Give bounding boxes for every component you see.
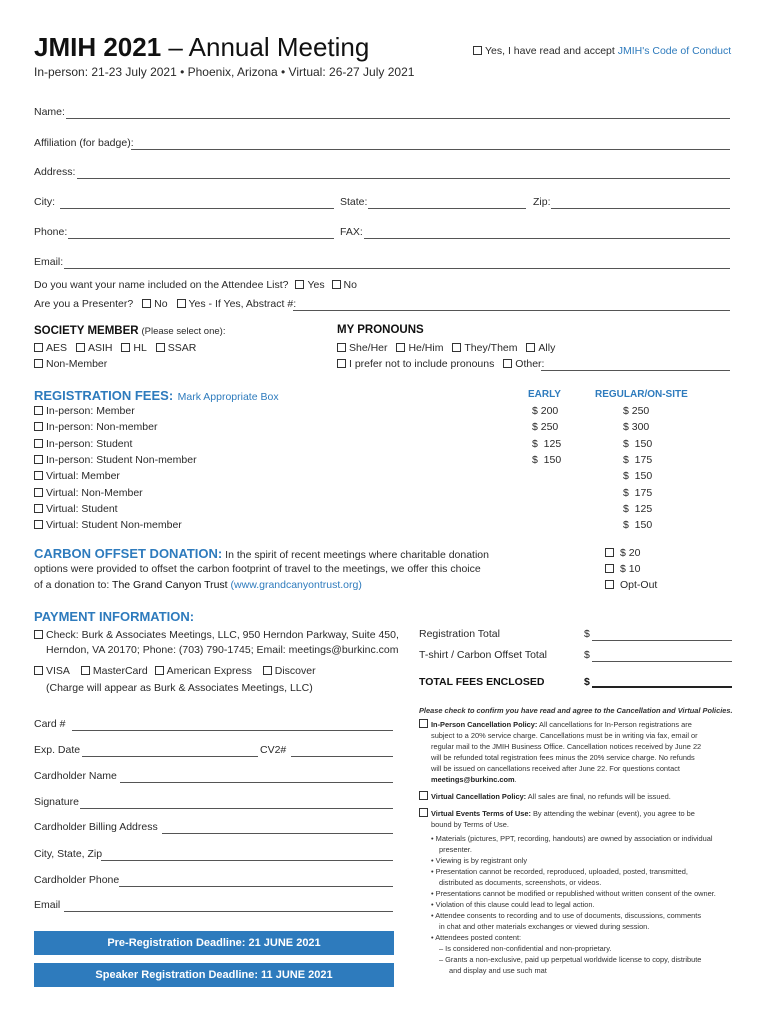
- registration-regular-price: $ 150: [623, 470, 653, 482]
- fax-label: FAX:: [340, 226, 363, 238]
- pronoun-option-label: He/Him: [408, 342, 444, 354]
- card-type-label: VISA: [46, 665, 70, 677]
- terms-bullet-list: • Materials (pictures, PPT, recording, handouts) are owned by association or individual presenter. • Viewing is by registrant only • Presentation cannot be recorded, reproduced, uploaded, posted, transmitted, distributed as documents, screenshots, or videos. • Presentations cannot be modified or republished without written consent of the owner. • Violation of this clause could lead to legal action. • Attendee consents to recording and to use of documents, discussions, comments in chat and other materials exchanges or viewed during session. • Attendees posted content: – Is considered non-confidential and non-proprietary. – Grants a non-exclusive, paid up perpetual worldwide license to copy, distribute and display and use such mat: [419, 833, 739, 976]
- carbon-option-label: $ 10: [620, 563, 641, 575]
- carbon-20-checkbox[interactable]: [605, 548, 614, 557]
- terms-bullet: Viewing is by registrant only: [435, 856, 528, 865]
- signature-label: Signature: [34, 796, 79, 808]
- inperson-policy-line: regular mail to the JMIH Business Office. Cancellation notices received by June 22: [431, 742, 702, 751]
- address-label: Address:: [34, 166, 76, 178]
- registration-early-price: $ 250: [532, 421, 559, 433]
- registration-row: [34, 421, 157, 433]
- society-nonmember-label: Non-Member: [46, 358, 108, 370]
- exp-date-field[interactable]: [82, 756, 258, 757]
- cardholder-name-field[interactable]: [120, 782, 393, 783]
- state-field[interactable]: [368, 208, 526, 209]
- virtual-policy-title: Virtual Cancellation Policy:: [431, 792, 527, 801]
- col-early-header: EARLY: [528, 389, 561, 400]
- registration-regular-price: $ 150: [623, 519, 653, 531]
- society-aes-checkbox[interactable]: [34, 343, 43, 352]
- pronoun-option-label: She/Her: [349, 342, 388, 354]
- registration-row-checkbox[interactable]: [34, 520, 43, 529]
- society-hl-checkbox[interactable]: [121, 343, 130, 352]
- registration-regular-price: $ 250: [623, 405, 650, 417]
- card-number-label: Card #: [34, 718, 66, 730]
- cardholder-name-label: Cardholder Name: [34, 770, 117, 782]
- name-label: Name:: [34, 106, 65, 118]
- name-field[interactable]: [66, 118, 730, 119]
- phone-label: Phone:: [34, 226, 68, 238]
- registration-row: [34, 470, 120, 482]
- registration-regular-price: $ 175: [623, 487, 653, 499]
- fees-enclosed-dollar: $: [584, 676, 590, 688]
- terms-bullet: Presentations cannot be modified or republished without written consent of the owner.: [435, 889, 716, 898]
- cv2-field[interactable]: [291, 756, 393, 757]
- cardholder-phone-field[interactable]: [119, 886, 393, 887]
- registration-row-label: Virtual: Member: [46, 470, 120, 482]
- pronoun-other-checkbox[interactable]: [503, 359, 512, 368]
- payment-check-line-1: [34, 629, 399, 641]
- signature-field[interactable]: [80, 808, 393, 809]
- registration-total-dollar: $: [584, 628, 590, 640]
- card-mastercard-checkbox[interactable]: [81, 666, 90, 675]
- pronoun-other-field[interactable]: [541, 370, 730, 371]
- society-option-label: SSAR: [167, 342, 197, 354]
- terms-bullet-cont: in chat and other materials exchanges or viewed during session.: [439, 922, 650, 931]
- registration-row-checkbox[interactable]: [34, 439, 43, 448]
- code-of-conduct-checkbox[interactable]: [473, 46, 482, 55]
- registration-row-checkbox[interactable]: [34, 504, 43, 513]
- carbon-url[interactable]: (www.grandcanyontrust.org): [230, 579, 362, 591]
- pronoun-she-checkbox[interactable]: [337, 343, 346, 352]
- registration-row: [34, 519, 182, 531]
- pronoun-other-row: [337, 358, 544, 370]
- pronoun-ally-checkbox[interactable]: [526, 343, 535, 352]
- card-discover-checkbox[interactable]: [263, 666, 272, 675]
- carbon-option-10: [605, 563, 640, 575]
- terms-subbullet: Is considered non-confidential and non-proprietary.: [445, 944, 612, 953]
- pronoun-option-label: Ally: [538, 342, 556, 354]
- card-visa-checkbox[interactable]: [34, 666, 43, 675]
- society-title: SOCIETY MEMBER: [34, 325, 139, 337]
- carbon-org: The Grand Canyon Trust: [112, 579, 228, 591]
- policies-header: Please check to confirm you have read and agree to the Cancellation and Virtual Policies.: [419, 706, 733, 715]
- registration-regular-price: $ 125: [623, 503, 653, 515]
- speaker-deadline-banner: Speaker Registration Deadline: 11 JUNE 2021: [34, 963, 394, 987]
- city-state-zip-label: City, State, Zip: [34, 848, 103, 860]
- society-nonmember-checkbox[interactable]: [34, 359, 43, 368]
- society-note: (Please select one):: [141, 326, 226, 337]
- carbon-title: CARBON OFFSET DONATION:: [34, 546, 223, 561]
- card-type-label: Discover: [274, 665, 316, 677]
- presenter-yes-label: Yes - If Yes, Abstract #:: [188, 298, 297, 310]
- phone-field[interactable]: [68, 238, 334, 239]
- attendee-list-text: Do you want your name included on the Attendee List?: [34, 279, 289, 291]
- registration-row-checkbox[interactable]: [34, 471, 43, 480]
- carbon-option-optout: [605, 579, 657, 591]
- registration-regular-price: $ 300: [623, 421, 650, 433]
- payment-card-types: [34, 665, 316, 677]
- cardholder-phone-label: Cardholder Phone: [34, 874, 120, 886]
- registration-early-price: $ 200: [532, 405, 559, 417]
- card-type-label: MasterCard: [92, 665, 148, 677]
- terms-bullet-cont: presenter.: [439, 845, 472, 854]
- terms-policy-title: Virtual Events Terms of Use:: [431, 809, 531, 818]
- zip-label: Zip:: [533, 196, 551, 208]
- pronoun-prefer-not-label: I prefer not to include pronouns: [349, 358, 495, 370]
- carbon-option-label: Opt-Out: [620, 579, 658, 591]
- society-ssar-checkbox[interactable]: [156, 343, 165, 352]
- tshirt-total-dollar: $: [584, 649, 590, 661]
- address-field[interactable]: [77, 178, 730, 179]
- attendee-list-yes-checkbox[interactable]: [295, 280, 304, 289]
- inperson-policy-line: will be refunded total registration fees minus the 20% service charge. No refunds: [431, 753, 695, 762]
- registration-row-checkbox[interactable]: [34, 406, 43, 415]
- cv2-label: CV2#: [260, 744, 287, 756]
- carbon-option-20: [605, 547, 640, 559]
- registration-row-label: In-person: Non-member: [46, 421, 158, 433]
- inperson-policy-line: will be issued on cancellations received after June 22. For questions contact: [431, 764, 680, 773]
- society-option-label: AES: [46, 342, 68, 354]
- carbon-line-3: [34, 579, 362, 591]
- registration-row-label: Virtual: Non-Member: [46, 487, 143, 499]
- pre-registration-deadline-banner: Pre-Registration Deadline: 21 JUNE 2021: [34, 931, 394, 955]
- fees-enclosed-field[interactable]: [592, 686, 732, 688]
- terms-bullet: Violation of this clause could lead to legal action.: [435, 900, 595, 909]
- pronouns-title: MY PRONOUNS: [337, 324, 424, 336]
- registration-row-checkbox[interactable]: [34, 455, 43, 464]
- registration-row: [34, 454, 197, 466]
- registration-row-label: Virtual: Student: [46, 503, 118, 515]
- registration-row: [34, 438, 132, 450]
- payment-email-field[interactable]: [64, 911, 393, 912]
- card-type-label: American Express: [166, 665, 252, 677]
- code-of-conduct-checkbox-row[interactable]: [473, 45, 731, 57]
- fax-field[interactable]: [364, 238, 730, 239]
- payment-charge-note: (Charge will appear as Burk & Associates Meetings, LLC): [46, 682, 313, 694]
- virtual-policy: [419, 791, 671, 802]
- card-number-field[interactable]: [72, 730, 393, 731]
- society-nonmember-row: [34, 358, 107, 370]
- registration-regular-price: $ 175: [623, 454, 653, 466]
- inperson-policy-text: All cancellations for In-Person registrations are: [537, 720, 692, 729]
- carbon-10-checkbox[interactable]: [605, 564, 614, 573]
- registration-row-label: In-person: Member: [46, 405, 135, 417]
- society-asih-checkbox[interactable]: [76, 343, 85, 352]
- billing-address-label: Cardholder Billing Address: [34, 821, 158, 833]
- registration-early-price: $ 125: [532, 438, 562, 450]
- registration-subtitle: Mark Appropriate Box: [177, 391, 279, 403]
- carbon-line-1: [34, 546, 489, 561]
- society-option-label: ASIH: [87, 342, 113, 354]
- terms-bullet-cont: distributed as documents, screenshots, or videos.: [439, 878, 602, 887]
- society-options: [34, 342, 196, 354]
- affiliation-label: Affiliation (for badge):: [34, 137, 134, 149]
- pronoun-other-label: Other:: [515, 358, 545, 370]
- registration-row-checkbox[interactable]: [34, 422, 43, 431]
- carbon-line-2: options were provided to offset the carbon footprint of travel to the meetings, we offer this choice: [34, 563, 481, 575]
- terms-policy: [419, 808, 739, 976]
- virtual-policy-checkbox[interactable]: [419, 791, 428, 800]
- presenter-text: Are you a Presenter?: [34, 298, 134, 310]
- registration-row: [34, 405, 135, 417]
- page-subtitle: In-person: 21-23 July 2021 • Phoenix, Arizona • Virtual: 26-27 July 2021: [34, 65, 415, 79]
- society-option-label: HL: [133, 342, 147, 354]
- inperson-policy: [419, 719, 735, 785]
- pronoun-option-label: They/Them: [464, 342, 518, 354]
- attendee-list-yes-label: Yes: [307, 279, 325, 291]
- inperson-policy-email[interactable]: meetings@burkinc.com: [431, 775, 515, 784]
- presenter-yes-checkbox[interactable]: [177, 299, 186, 308]
- registration-row-label: In-person: Student: [46, 438, 133, 450]
- presenter-no-label: No: [154, 298, 168, 310]
- terms-subbullet-cont: and display and use such mat: [449, 966, 547, 975]
- registration-total-field[interactable]: [592, 640, 732, 641]
- affiliation-field[interactable]: [131, 149, 730, 150]
- registration-row-label: In-person: Student Non-member: [46, 454, 197, 466]
- city-state-zip-field[interactable]: [101, 860, 393, 861]
- payment-title: PAYMENT INFORMATION:: [34, 609, 195, 624]
- email-label: Email:: [34, 256, 64, 268]
- terms-bullet: Attendee consents to recording and to use of documents, discussions, comments: [435, 911, 702, 920]
- carbon-text-1: In the spirit of recent meetings where charitable donation: [222, 549, 489, 561]
- registration-early-price: $ 150: [532, 454, 562, 466]
- inperson-policy-line: subject to a 20% service charge. Cancellations must be in writing via fax, email or: [431, 731, 698, 740]
- society-heading: [34, 325, 225, 337]
- attendee-list-no-label: No: [343, 279, 357, 291]
- registration-regular-price: $ 150: [623, 438, 653, 450]
- pronoun-they-checkbox[interactable]: [452, 343, 461, 352]
- code-of-conduct-text: Yes, I have read and accept: [485, 45, 618, 57]
- title-rest: – Annual Meeting: [161, 32, 370, 62]
- registration-total-label: Registration Total: [419, 628, 500, 640]
- pronoun-prefer-not-checkbox[interactable]: [337, 359, 346, 368]
- registration-heading: [34, 387, 279, 405]
- pronoun-he-checkbox[interactable]: [396, 343, 405, 352]
- email-field[interactable]: [64, 268, 730, 269]
- inperson-policy-checkbox[interactable]: [419, 719, 428, 728]
- registration-row-label: Virtual: Student Non-member: [46, 519, 182, 531]
- title-bold: JMIH 2021: [34, 32, 162, 62]
- city-field[interactable]: [60, 208, 334, 209]
- terms-subbullet: Grants a non-exclusive, paid up perpetual worldwide license to copy, distribute: [445, 955, 702, 964]
- terms-policy-checkbox[interactable]: [419, 808, 428, 817]
- city-label: City:: [34, 196, 55, 208]
- payment-check-line-2: Herndon, VA 20170; Phone: (703) 790-1745; Email: meetings@burkinc.com: [46, 644, 399, 656]
- terms-policy-text: By attending the webinar (event), you agree to be: [530, 809, 695, 818]
- virtual-policy-text: All sales are final, no refunds will be issued.: [526, 792, 671, 801]
- inperson-policy-tail: .: [514, 775, 517, 784]
- abstract-number-field[interactable]: [293, 310, 730, 311]
- carbon-optout-checkbox[interactable]: [605, 580, 614, 589]
- terms-bullet: Attendees posted content:: [435, 933, 522, 942]
- pronoun-options: [337, 342, 555, 354]
- exp-date-label: Exp. Date: [34, 744, 81, 756]
- state-label: State:: [340, 196, 368, 208]
- carbon-text-3: of a donation to:: [34, 579, 113, 591]
- registration-row: [34, 487, 143, 499]
- attendee-list-question: [34, 279, 357, 291]
- carbon-option-label: $ 20: [620, 547, 641, 559]
- presenter-no-checkbox[interactable]: [142, 299, 151, 308]
- billing-address-field[interactable]: [162, 833, 393, 834]
- code-of-conduct-link[interactable]: JMIH's Code of Conduct: [617, 45, 732, 57]
- zip-field[interactable]: [551, 208, 730, 209]
- inperson-policy-title: In-Person Cancellation Policy:: [431, 720, 538, 729]
- col-regular-header: REGULAR/ON-SITE: [595, 389, 688, 400]
- presenter-question: [34, 298, 296, 310]
- terms-policy-line: bound by Terms of Use.: [431, 820, 509, 829]
- payment-check-checkbox[interactable]: [34, 630, 43, 639]
- registration-title: REGISTRATION FEES:: [34, 388, 174, 403]
- card-amex-checkbox[interactable]: [155, 666, 164, 675]
- payment-check-text-1: Check: Burk & Associates Meetings, LLC, 950 Herndon Parkway, Suite 450,: [46, 629, 399, 641]
- tshirt-total-label: T-shirt / Carbon Offset Total: [419, 649, 547, 661]
- terms-bullet: Materials (pictures, PPT, recording, handouts) are owned by association or individual: [435, 834, 713, 843]
- registration-row: [34, 503, 118, 515]
- registration-row-checkbox[interactable]: [34, 488, 43, 497]
- tshirt-total-field[interactable]: [592, 661, 732, 662]
- fees-enclosed-label: TOTAL FEES ENCLOSED: [419, 676, 545, 688]
- payment-email-label: Email: [34, 899, 61, 911]
- terms-bullet: Presentation cannot be recorded, reproduced, uploaded, posted, transmitted,: [435, 867, 688, 876]
- page-title: [34, 32, 369, 63]
- attendee-list-no-checkbox[interactable]: [332, 280, 341, 289]
